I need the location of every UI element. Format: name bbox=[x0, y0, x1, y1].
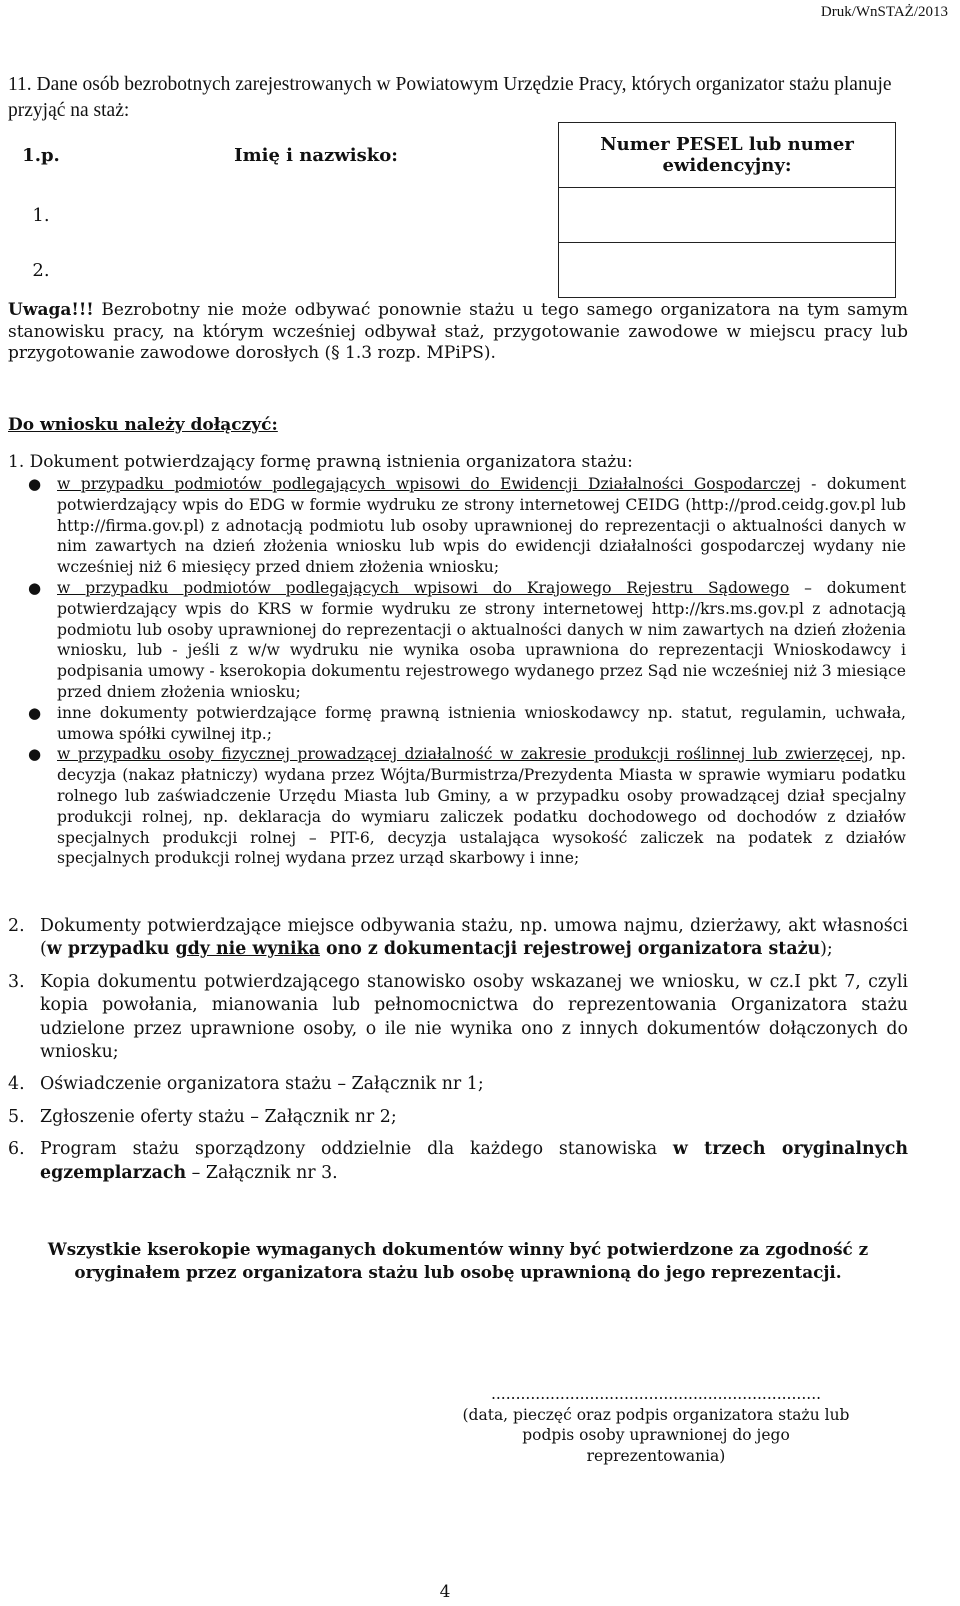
bullet-icon: ● bbox=[28, 475, 42, 493]
bullet-text: - dokument potwierdzający wpis do EDG w formie wydruku ze strony internetowej CEIDG (http://prod.ceidg.gov.pl lub http://firma.gov.pl) z adnotacją podmiotu lub osoby uprawnionej do reprezentacji o aktualności danych w nim zawartych na dzień złożenia wniosku lub wpis do ewidencji działalności gospodarczej wydany nie wcześniej niż 6 miesięcy przed dniem złożenia wniosku; bbox=[57, 475, 907, 577]
list-item bbox=[8, 971, 908, 1065]
bullet-icon: ● bbox=[28, 703, 42, 722]
bullet-underlined: w przypadku podmiotów podlegających wpisowi do Krajowego Rejestru Sądowego bbox=[57, 578, 790, 597]
item-text: – Załącznik nr 3. bbox=[186, 1162, 338, 1183]
bullet-icon: ● bbox=[28, 745, 42, 764]
row-number: 1. bbox=[32, 204, 50, 226]
table-header-row bbox=[8, 123, 896, 188]
warning-label: Uwaga!!! bbox=[8, 300, 94, 320]
list-item bbox=[26, 474, 906, 578]
table-row bbox=[8, 188, 896, 243]
warning-text: Bezrobotny nie może odbywać ponownie stażu u tego samego organizatora na tym samym stanowisku pracy, na którym wcześniej odbywał staż, przygotowanie zawodowe w miejscu pracy lub przygotowanie zawodowe dorosłych (§ 1.3 rozp. MPiPS). bbox=[8, 300, 908, 363]
item-text: ); bbox=[820, 939, 833, 960]
table-row bbox=[8, 243, 896, 298]
name-cell[interactable] bbox=[74, 243, 559, 298]
col-header-name: Imię i nazwisko: bbox=[234, 144, 398, 166]
form-code: Druk/WnSTAŻ/2013 bbox=[820, 4, 948, 20]
name-cell[interactable] bbox=[74, 188, 559, 243]
list-item bbox=[8, 1138, 908, 1185]
list-item bbox=[8, 1073, 908, 1096]
bullet-text: – dokument potwierdzający wpis do KRS w formie wydruku ze strony internetowej http://krs.ms.gov.pl z adnotacją podmiotu lub osoby uprawnionej do reprezentacji o aktualności danych w nim zawartych na dzień złożenia wniosku, lub - jeśli z w/w wydruku nie wynika osoba uprawniona do reprezentacji Wnioskodawcy i podpisania umowy - kserokopia dokumentu rejestrowego wydanego przez Sąd nie wcześniej niż 3 miesiące przed dniem złożenia wniosku; bbox=[57, 578, 906, 701]
bullet-underlined: w przypadku osoby fizycznej prowadzącej działalność w zakresie produkcji roślinnej lub zwierzęcej bbox=[57, 745, 869, 764]
item-number: 5. bbox=[8, 1106, 25, 1127]
certification-note: Wszystkie kserokopie wymaganych dokumentów winny być potwierdzone za zgodność z oryginałem przez organizatora stażu lub osobę uprawnioną do jego reprezentacji. bbox=[47, 1239, 869, 1282]
attachments-numbered-list bbox=[8, 915, 908, 1194]
list-item bbox=[8, 915, 908, 962]
attachments-heading: Do wniosku należy dołączyć: bbox=[8, 415, 278, 435]
signature-caption: (data, pieczęć oraz podpis organizatora stażu lub podpis osoby uprawnionej do jego reprezentowania) bbox=[462, 1405, 850, 1465]
signature-block bbox=[456, 1384, 856, 1466]
item-number: 6. bbox=[8, 1139, 25, 1160]
item-text: Zgłoszenie oferty stażu – Załącznik nr 2; bbox=[40, 1106, 397, 1127]
signature-line: ................................................................... bbox=[490, 1385, 822, 1403]
bullet-text: inne dokumenty potwierdzające formę prawną istnienia wnioskodawcy np. statut, regulamin, uchwała, umowa spółki cywilnej itp.; bbox=[57, 703, 906, 743]
page-number: 4 bbox=[439, 1582, 451, 1602]
item-text: Program stażu sporządzony oddzielnie dla każdego stanowiska bbox=[40, 1139, 673, 1160]
list-item bbox=[26, 578, 906, 703]
pesel-cell[interactable] bbox=[559, 243, 896, 298]
section-11-title: 11. Dane osób bezrobotnych zarejestrowanych w Powiatowym Urzędzie Pracy, których organizator stażu planuje przyjąć na staż: bbox=[8, 74, 892, 121]
col-header-lp: 1.p. bbox=[22, 144, 60, 166]
item-bold: ono z dokumentacji rejestrowej organizatora stażu bbox=[319, 939, 821, 960]
item-text: Kopia dokumentu potwierdzającego stanowisko osoby wskazanej we wniosku, w cz.I pkt 7, czyli kopia powołania, mianowania lub pełnomocnictwa do reprezentowania Organizatora stażu udzielone przez uprawnione osoby, o ile nie wynika ono z innych dokumentów dołączonych do wniosku; bbox=[40, 971, 908, 1063]
item-text: Dokumenty potwierdzające miejsce odbywania stażu, np. umowa najmu, dzierżawy, akt własności ( bbox=[40, 916, 908, 960]
bullet-underlined: w przypadku podmiotów podlegających wpisowi do Ewidencji Działalności Gospodarczej bbox=[57, 475, 801, 493]
bullet-icon: ● bbox=[28, 578, 42, 597]
item-text: Oświadczenie organizatora stażu – Załącznik nr 1; bbox=[40, 1074, 484, 1095]
legal-form-bullet-list bbox=[26, 474, 906, 869]
persons-table bbox=[8, 122, 896, 298]
row-number: 2. bbox=[32, 259, 50, 281]
item-number: 4. bbox=[8, 1074, 25, 1095]
warning-paragraph bbox=[8, 300, 908, 365]
list-item bbox=[8, 1106, 908, 1129]
col-header-pesel: Numer PESEL lub numer ewidencyjny: bbox=[559, 123, 896, 188]
bullet-text: , np. decyzja (nakaz płatniczy) wydana przez Wójta/Burmistrza/Prezydenta Miasta w sprawie wymiaru podatku rolnego lub zaświadczenie Urzędu Miasta lub Gminy, a w przypadku osoby prowadzącej dział specjalny produkcji rolnej, np. deklaracja do wymiaru zaliczek podatku dochodowego od dochodów z działów specjalnych produkcji rolnej – PIT-6, decyzja ustalająca wysokość zaliczek na podatek z działów specjalnych produkcji rolnej wydana przez urząd skarbowy i inne; bbox=[57, 745, 906, 868]
item-number: 3. bbox=[8, 971, 25, 992]
list-item bbox=[26, 703, 906, 745]
pesel-cell[interactable] bbox=[559, 188, 896, 243]
list-item bbox=[26, 744, 906, 869]
item-bold-underlined: gdy nie wynika bbox=[175, 939, 320, 960]
item-bold: w trzech oryginalnych egzemplarzach bbox=[40, 1139, 908, 1183]
item-bold: w przypadku bbox=[46, 939, 176, 960]
attachment-item-1: 1. Dokument potwierdzający formę prawną istnienia organizatora stażu: bbox=[8, 452, 633, 472]
item-number: 2. bbox=[8, 916, 25, 936]
